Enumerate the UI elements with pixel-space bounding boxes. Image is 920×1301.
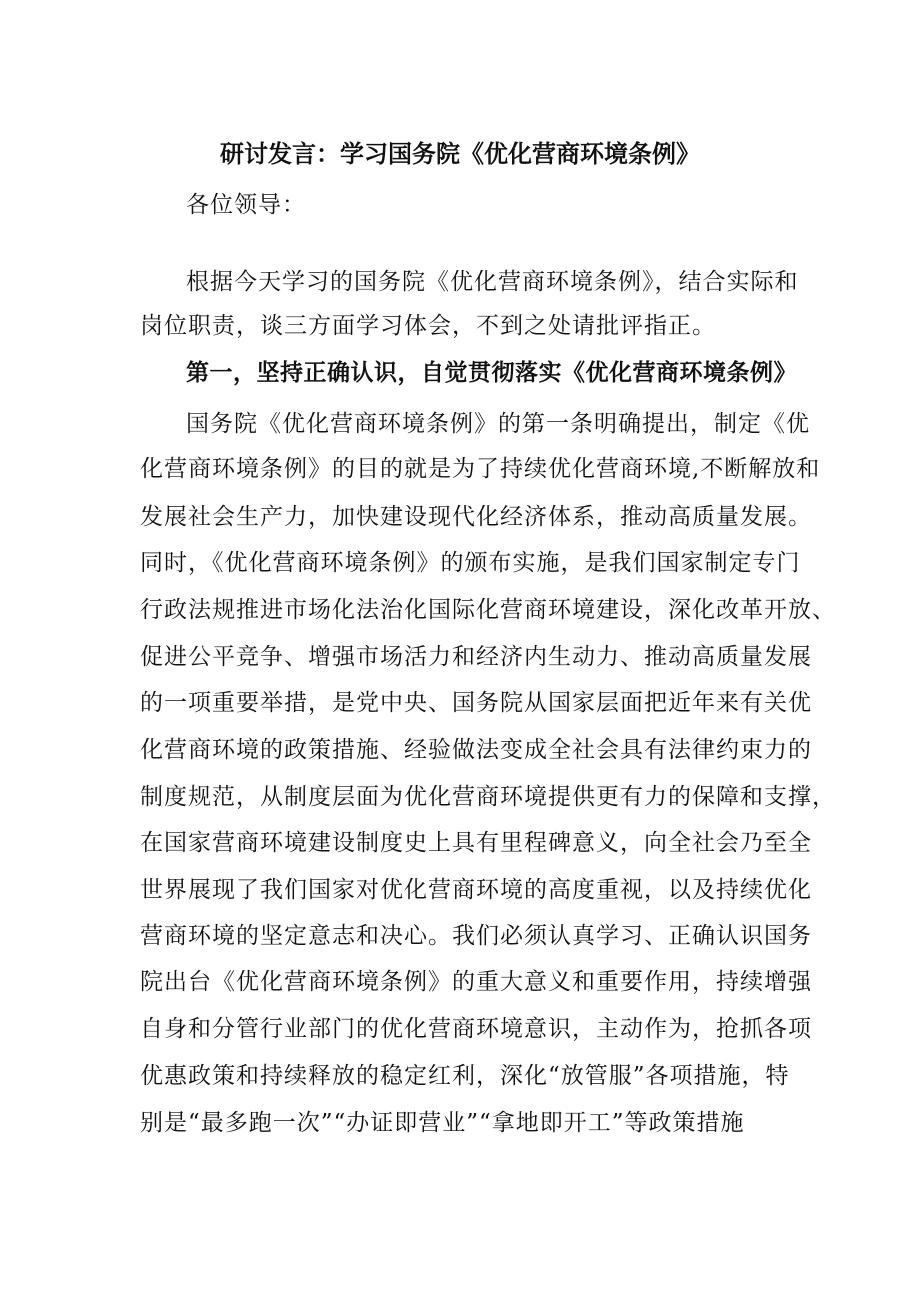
section-heading: 第一，坚持正确认识，自觉贯彻落实《优化营商环境条例》 (186, 359, 797, 386)
body-line: 国务院《优化营商环境条例》的第一条明确提出，制定《优 (186, 411, 810, 437)
body-line: 院出台《优化营商环境条例》的重大意义和重要作用，持续增强 (140, 969, 812, 995)
intro-line: 根据今天学习的国务院《优化营商环境条例》，结合实际和 (186, 269, 799, 295)
body-line: 世界展现了我们国家对优化营商环境的高度重视，以及持续优化 (140, 877, 812, 903)
body-line: 发展社会生产力，加快建设现代化经济体系，推动高质量发展。 (140, 504, 812, 530)
body-line: 优惠政策和持续释放的稳定红利，深化“放管服”各项措施，特 (140, 1063, 790, 1089)
body-line: 化营商环境条例》的目的就是为了持续优化营商环境,不断解放和 (140, 456, 821, 482)
body-line: 同时，《优化营商环境条例》的颁布实施，是我们国家制定专门 (140, 550, 801, 576)
body-line: 的一项重要举措，是党中央、国务院从国家层面把近年来有关优 (140, 690, 812, 716)
salutation: 各位领导： (186, 192, 306, 218)
body-line: 自身和分管行业部门的优化营商环境意识，主动作为，抢抓各项 (140, 1016, 812, 1042)
body-line: 别是“最多跑一次”“办证即营业”“拿地即开工”等政策措施 (140, 1110, 745, 1136)
intro-line: 岗位职责，谈三方面学习体会，不到之处请批评指正。 (140, 313, 716, 339)
body-line: 制度规范，从制度层面为优化营商环境提供更有力的保障和支撑， (140, 784, 836, 810)
body-line: 行政法规推进市场化法治化国际化营商环境建设，深化改革开放、 (140, 597, 836, 623)
body-line: 营商环境的坚定意志和决心。我们必须认真学习、正确认识国务 (140, 923, 812, 949)
body-line: 化营商环境的政策措施、经验做法变成全社会具有法律约束力的 (140, 737, 812, 763)
body-line: 在国家营商环境建设制度史上具有里程碑意义，向全社会乃至全 (140, 830, 812, 856)
body-line: 促进公平竞争、增强市场活力和经济内生动力、推动高质量发展 (140, 644, 812, 670)
document-title: 研讨发言：学习国务院《优化营商环境条例》 (220, 139, 700, 168)
